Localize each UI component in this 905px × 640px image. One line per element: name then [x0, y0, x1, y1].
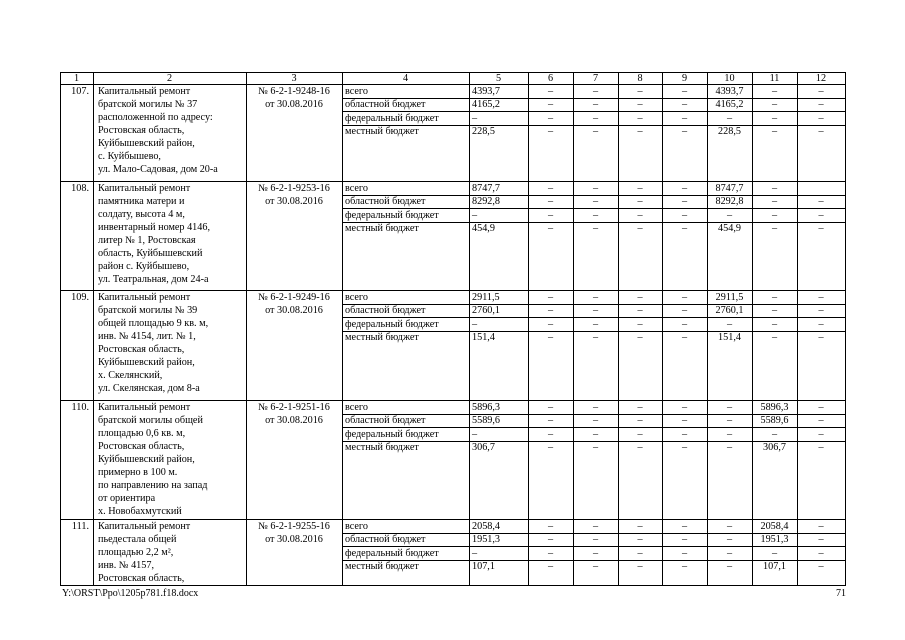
table-rule	[845, 72, 846, 585]
budget-value: –	[472, 112, 478, 124]
object-name-line: пьедестала общей	[98, 534, 177, 545]
budget-value: –	[547, 547, 554, 559]
budget-type-label: местный бюджет	[345, 126, 419, 137]
budget-value: 4393,7	[472, 85, 501, 97]
budget-value: –	[726, 547, 733, 559]
budget-value: –	[726, 534, 733, 545]
budget-value: 8292,8	[715, 196, 744, 207]
budget-value: 4165,2	[472, 99, 501, 110]
column-header-10: 10	[724, 72, 735, 84]
object-name-line: х. Скелянский,	[98, 370, 163, 381]
budget-value: –	[771, 428, 778, 440]
budget-value: –	[472, 547, 478, 559]
budget-value: –	[592, 520, 599, 532]
budget-value: –	[472, 318, 478, 330]
document-reference-line: № 6-2-1-9251-16	[258, 402, 330, 413]
budget-value: –	[818, 534, 824, 545]
budget-value: 8747,7	[715, 182, 744, 194]
row-number: 109.	[71, 292, 89, 303]
object-name-line: Капитальный ремонт	[98, 402, 191, 413]
column-header-9: 9	[681, 72, 688, 84]
budget-value: –	[637, 305, 643, 316]
object-name-line: Куйбышевский район,	[98, 138, 195, 149]
budget-value: –	[681, 318, 688, 330]
footer-page-number: 71	[836, 588, 846, 599]
budget-value: –	[818, 126, 824, 137]
budget-value: –	[592, 305, 599, 316]
budget-value: –	[771, 223, 778, 234]
budget-type-label: всего	[345, 291, 368, 303]
object-name-line: Капитальный ремонт	[98, 521, 191, 532]
budget-value: –	[726, 428, 733, 440]
budget-value: –	[726, 209, 733, 221]
budget-value: –	[547, 126, 554, 137]
budget-value: –	[681, 196, 688, 207]
budget-value: –	[681, 520, 688, 532]
budget-value: –	[547, 85, 554, 97]
budget-type-label: областной бюджет	[345, 99, 426, 110]
object-name-line: инв. № 4154, лит. № 1,	[98, 331, 196, 342]
object-name-line: Капитальный ремонт	[98, 292, 191, 303]
budget-value: –	[681, 415, 688, 426]
budget-value: –	[547, 428, 554, 440]
budget-value: –	[547, 318, 554, 330]
budget-value: –	[771, 196, 778, 207]
budget-type-label: областной бюджет	[345, 196, 426, 207]
budget-value: –	[637, 291, 643, 303]
column-header-12: 12	[815, 72, 827, 84]
budget-type-label: федеральный бюджет	[345, 428, 439, 440]
budget-type-label: федеральный бюджет	[345, 112, 439, 124]
row-number: 107.	[71, 86, 89, 97]
budget-value: –	[637, 85, 643, 97]
column-header-5: 5	[495, 72, 502, 84]
object-name-line: памятника матери и	[98, 196, 185, 207]
budget-value: 4393,7	[715, 85, 744, 97]
object-name-line: ул. Мало-Садовая, дом 20-а	[98, 164, 218, 175]
budget-value: –	[592, 182, 599, 194]
budget-value: –	[637, 442, 643, 453]
document-reference-line: от 30.08.2016	[265, 99, 323, 110]
budget-value: –	[818, 196, 824, 207]
budget-type-label: федеральный бюджет	[345, 547, 439, 559]
budget-value: 151,4	[472, 332, 495, 343]
budget-value: –	[637, 428, 643, 440]
budget-type-label: федеральный бюджет	[345, 318, 439, 330]
budget-value: 454,9	[472, 223, 495, 234]
budget-value: –	[681, 534, 688, 545]
object-name-line: область, Куйбышевский	[98, 248, 203, 259]
budget-value: –	[681, 85, 688, 97]
document-reference-line: № 6-2-1-9249-16	[258, 292, 330, 303]
table-rule	[469, 72, 470, 585]
budget-value: –	[681, 209, 688, 221]
budget-value: –	[592, 318, 599, 330]
budget-value: –	[547, 291, 554, 303]
budget-value: –	[547, 415, 554, 426]
budget-value: –	[818, 401, 824, 413]
budget-value: –	[547, 112, 554, 124]
budget-value: 1951,3	[472, 534, 501, 545]
budget-value: –	[726, 401, 733, 413]
document-reference-line: от 30.08.2016	[265, 415, 323, 426]
budget-value: –	[681, 291, 688, 303]
budget-value: –	[681, 182, 688, 194]
budget-value: –	[547, 520, 554, 532]
budget-value: 1951,3	[760, 534, 789, 545]
budget-value: –	[818, 520, 824, 532]
budget-value: 306,7	[763, 442, 786, 453]
budget-value: –	[681, 99, 688, 110]
budget-value: –	[637, 561, 643, 572]
budget-value: –	[637, 182, 643, 194]
table-rule	[60, 72, 61, 585]
budget-value: –	[818, 209, 824, 221]
object-name-line: солдату, высота 4 м,	[98, 209, 185, 220]
object-name-line: площадью 0,6 кв. м,	[98, 428, 186, 439]
budget-value: –	[681, 223, 688, 234]
budget-type-label: областной бюджет	[345, 415, 426, 426]
object-name-line: район с. Куйбышево,	[98, 261, 190, 272]
object-name-line: Ростовская область,	[98, 344, 185, 355]
object-name-line: Ростовская область,	[98, 125, 185, 136]
budget-value: 5896,3	[472, 401, 501, 413]
budget-value: –	[547, 534, 554, 545]
budget-type-label: всего	[345, 401, 368, 413]
budget-value: –	[818, 223, 824, 234]
budget-value: 228,5	[472, 126, 495, 137]
budget-value: 151,4	[718, 332, 741, 343]
budget-value: –	[726, 520, 733, 532]
budget-type-label: областной бюджет	[345, 305, 426, 316]
budget-value: –	[592, 126, 599, 137]
budget-value: –	[726, 415, 733, 426]
budget-value: –	[726, 112, 733, 124]
budget-value: –	[818, 99, 824, 110]
budget-value: –	[726, 442, 733, 453]
budget-value: –	[547, 223, 554, 234]
table-rule	[93, 72, 94, 585]
row-number: 110.	[71, 402, 89, 413]
budget-value: 8292,8	[472, 196, 501, 207]
column-header-11: 11	[769, 72, 780, 84]
budget-value: –	[637, 520, 643, 532]
budget-value: –	[547, 209, 554, 221]
object-name-line: инвентарный номер 4146,	[98, 222, 210, 233]
budget-value: –	[547, 305, 554, 316]
budget-value: –	[818, 291, 824, 303]
budget-value: –	[472, 209, 478, 221]
budget-type-label: местный бюджет	[345, 442, 419, 453]
budget-value: –	[681, 428, 688, 440]
budget-value: –	[637, 332, 643, 343]
budget-value: –	[681, 442, 688, 453]
object-name-line: площадью 2,2 м²,	[98, 547, 174, 558]
object-name-line: Ростовская область,	[98, 573, 185, 584]
document-reference-line: № 6-2-1-9255-16	[258, 521, 330, 532]
budget-value: 5589,6	[760, 415, 789, 426]
budget-value: –	[818, 112, 824, 124]
object-name-line: литер № 1, Ростовская	[98, 235, 196, 246]
budget-value: –	[637, 401, 643, 413]
budget-value: –	[472, 428, 478, 440]
document-reference-line: от 30.08.2016	[265, 534, 323, 545]
budget-value: –	[637, 534, 643, 545]
budget-value: –	[681, 305, 688, 316]
budget-value: –	[681, 332, 688, 343]
budget-value: –	[681, 401, 688, 413]
budget-value: –	[818, 85, 824, 97]
object-name-line: инв. № 4157,	[98, 560, 154, 571]
budget-value: –	[637, 196, 643, 207]
column-header-6: 6	[547, 72, 554, 84]
budget-value: –	[592, 401, 599, 413]
budget-value: –	[771, 305, 778, 316]
column-header-3: 3	[291, 72, 297, 84]
footer-file-path: Y:\ORST\Ppo\1205p781.f18.docx	[62, 588, 199, 599]
budget-type-label: всего	[345, 182, 368, 194]
budget-value: –	[637, 415, 643, 426]
budget-value: 2058,4	[760, 520, 789, 532]
column-header-1: 1	[73, 72, 80, 84]
budget-value: –	[771, 209, 778, 221]
budget-value: –	[637, 318, 643, 330]
object-name-line: общей площадью 9 кв. м,	[98, 318, 209, 329]
object-name-line: братской могилы общей	[98, 415, 203, 426]
budget-value: –	[592, 223, 599, 234]
budget-value: –	[681, 547, 688, 559]
budget-value: –	[592, 85, 599, 97]
budget-type-label: федеральный бюджет	[345, 209, 439, 221]
budget-value: –	[592, 99, 599, 110]
budget-type-label: всего	[345, 85, 368, 97]
budget-value: –	[771, 112, 778, 124]
budget-value: 8747,7	[472, 182, 501, 194]
budget-value: –	[818, 332, 824, 343]
object-name-line: расположенной по адресу:	[98, 112, 213, 123]
budget-type-label: местный бюджет	[345, 223, 419, 234]
budget-value: –	[681, 561, 688, 572]
table-rule	[246, 72, 247, 585]
budget-value: –	[547, 561, 554, 572]
budget-value: –	[547, 99, 554, 110]
object-name-line: х. Новобахмутский	[98, 506, 182, 517]
budget-value: –	[592, 209, 599, 221]
object-name-line: от ориентира	[98, 493, 156, 504]
budget-value: –	[547, 442, 554, 453]
object-name-line: Капитальный ремонт	[98, 183, 191, 194]
budget-value: –	[726, 318, 733, 330]
document-reference-line: от 30.08.2016	[265, 196, 323, 207]
budget-value: –	[592, 561, 599, 572]
object-name-line: примерно в 100 м.	[98, 467, 178, 478]
budget-value: 306,7	[472, 442, 495, 453]
budget-value: –	[592, 547, 599, 559]
budget-value: –	[637, 126, 643, 137]
budget-type-label: всего	[345, 520, 368, 532]
budget-value: –	[771, 318, 778, 330]
budget-value: –	[681, 112, 688, 124]
budget-value: 2760,1	[715, 305, 744, 316]
budget-value: –	[818, 442, 824, 453]
budget-value: –	[592, 534, 599, 545]
object-name-line: братской могилы № 39	[98, 305, 198, 316]
budget-value: –	[592, 332, 599, 343]
budget-value: –	[592, 415, 599, 426]
budget-value: –	[818, 415, 824, 426]
budget-value: –	[592, 112, 599, 124]
document-reference-line: № 6-2-1-9248-16	[258, 86, 330, 97]
budget-value: –	[771, 291, 778, 303]
table-rule	[60, 585, 846, 586]
budget-value: –	[726, 561, 733, 572]
budget-value: 2760,1	[472, 305, 501, 316]
budget-value: –	[592, 291, 599, 303]
budget-value: –	[547, 401, 554, 413]
budget-value: 228,5	[718, 126, 741, 137]
column-header-8: 8	[637, 72, 643, 84]
object-name-line: Куйбышевский район,	[98, 357, 195, 368]
object-name-line: ул. Скелянская, дом 8-а	[98, 383, 200, 394]
budget-value: –	[818, 428, 824, 440]
budget-value: –	[592, 428, 599, 440]
budget-value: 5896,3	[760, 401, 789, 413]
budget-value: –	[547, 332, 554, 343]
budget-value: –	[592, 442, 599, 453]
budget-value: –	[637, 99, 643, 110]
object-name-line: Куйбышевский район,	[98, 454, 195, 465]
budget-value: –	[637, 112, 643, 124]
document-reference-line: от 30.08.2016	[265, 305, 323, 316]
document-reference-line: № 6-2-1-9253-16	[258, 183, 330, 194]
budget-value: –	[818, 318, 824, 330]
object-name-line: ул. Театральная, дом 24-а	[98, 274, 209, 285]
object-name-line: братской могилы № 37	[98, 99, 198, 110]
budget-value: –	[681, 126, 688, 137]
budget-value: –	[771, 99, 778, 110]
budget-value: 4165,2	[715, 99, 744, 110]
budget-value: 2911,5	[472, 291, 500, 303]
column-header-4: 4	[402, 72, 409, 84]
budget-type-label: местный бюджет	[345, 561, 419, 572]
budget-value: –	[592, 196, 599, 207]
object-name-line: Капитальный ремонт	[98, 86, 191, 97]
object-name-line: по направлению на запад	[98, 480, 208, 491]
budget-value: –	[771, 182, 778, 194]
row-number: 111.	[71, 521, 89, 532]
budget-value: –	[637, 547, 643, 559]
column-header-2: 2	[166, 72, 173, 84]
budget-value: –	[547, 182, 554, 194]
budget-value: –	[818, 305, 824, 316]
budget-value: 2058,4	[472, 520, 501, 532]
budget-value: –	[771, 85, 778, 97]
budget-value: 2911,5	[715, 291, 744, 303]
budget-value: –	[818, 547, 824, 559]
object-name-line: Ростовская область,	[98, 441, 185, 452]
budget-value: –	[771, 126, 778, 137]
table-rule	[342, 72, 343, 585]
budget-value: 107,1	[763, 561, 786, 572]
budget-value: 107,1	[472, 561, 495, 572]
budget-type-label: областной бюджет	[345, 534, 426, 545]
budget-value: –	[771, 547, 778, 559]
budget-type-label: местный бюджет	[345, 332, 419, 343]
budget-value: –	[637, 209, 643, 221]
row-number: 108.	[71, 183, 89, 194]
budget-value: 454,9	[718, 223, 741, 234]
object-name-line: с. Куйбышево,	[98, 151, 161, 162]
budget-value: –	[771, 332, 778, 343]
column-header-7: 7	[592, 72, 599, 84]
budget-value: –	[637, 223, 643, 234]
budget-value: –	[818, 561, 824, 572]
budget-value: 5589,6	[472, 415, 501, 426]
budget-value: –	[547, 196, 554, 207]
